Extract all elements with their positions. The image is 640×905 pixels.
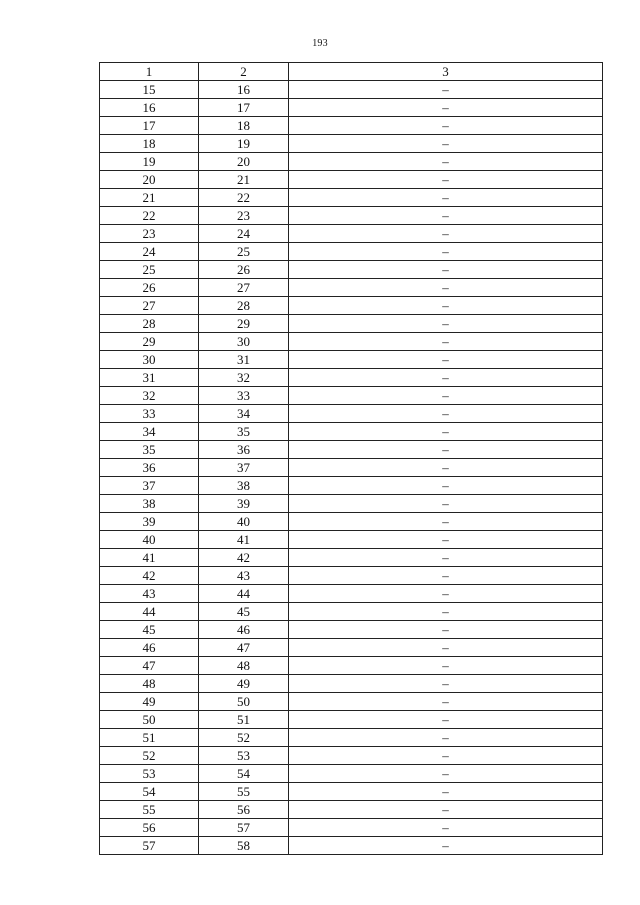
table-cell-col-2: 44 xyxy=(199,585,289,603)
table-cell-col-1: 55 xyxy=(100,801,199,819)
table-row xyxy=(100,495,603,513)
table-cell-col-1: 25 xyxy=(100,261,199,279)
table-cell-col-2: 22 xyxy=(199,189,289,207)
table-row xyxy=(100,441,603,459)
table-row xyxy=(100,783,603,801)
table-cell-col-3: – xyxy=(289,459,603,477)
table-cell-col-1: 52 xyxy=(100,747,199,765)
table-row xyxy=(100,315,603,333)
table-cell-col-3: – xyxy=(289,225,603,243)
table-cell-col-3: – xyxy=(289,837,603,855)
table-cell-col-3: – xyxy=(289,441,603,459)
table-cell-col-1: 37 xyxy=(100,477,199,495)
header-cell-col-3: 3 xyxy=(289,63,603,81)
table-row xyxy=(100,261,603,279)
table-cell-col-2: 25 xyxy=(199,243,289,261)
table-cell-col-2: 26 xyxy=(199,261,289,279)
table-cell-col-1: 22 xyxy=(100,207,199,225)
table-cell-col-1: 45 xyxy=(100,621,199,639)
table-row xyxy=(100,207,603,225)
table-cell-col-2: 17 xyxy=(199,99,289,117)
table-cell-col-1: 15 xyxy=(100,81,199,99)
table-cell-col-1: 36 xyxy=(100,459,199,477)
table-row xyxy=(100,639,603,657)
table-row xyxy=(100,801,603,819)
table-cell-col-1: 23 xyxy=(100,225,199,243)
table-cell-col-3: – xyxy=(289,117,603,135)
table-cell-col-1: 49 xyxy=(100,693,199,711)
table-cell-col-2: 42 xyxy=(199,549,289,567)
table-cell-col-1: 27 xyxy=(100,297,199,315)
table-cell-col-1: 57 xyxy=(100,837,199,855)
table-cell-col-3: – xyxy=(289,189,603,207)
table-cell-col-1: 53 xyxy=(100,765,199,783)
table-row xyxy=(100,657,603,675)
table-cell-col-2: 19 xyxy=(199,135,289,153)
table-cell-col-1: 44 xyxy=(100,603,199,621)
table-row xyxy=(100,729,603,747)
table-cell-col-2: 52 xyxy=(199,729,289,747)
table-body xyxy=(100,81,603,855)
table-cell-col-1: 24 xyxy=(100,243,199,261)
table-cell-col-2: 54 xyxy=(199,765,289,783)
table-cell-col-1: 54 xyxy=(100,783,199,801)
table-row xyxy=(100,765,603,783)
table-row xyxy=(100,531,603,549)
table-cell-col-1: 40 xyxy=(100,531,199,549)
table-cell-col-3: – xyxy=(289,387,603,405)
table-cell-col-3: – xyxy=(289,135,603,153)
table-row xyxy=(100,99,603,117)
table-cell-col-3: – xyxy=(289,153,603,171)
table-cell-col-2: 21 xyxy=(199,171,289,189)
table-cell-col-1: 21 xyxy=(100,189,199,207)
table-cell-col-2: 28 xyxy=(199,297,289,315)
table-cell-col-1: 28 xyxy=(100,315,199,333)
table-cell-col-2: 23 xyxy=(199,207,289,225)
table-cell-col-1: 51 xyxy=(100,729,199,747)
table-cell-col-2: 53 xyxy=(199,747,289,765)
table-cell-col-2: 46 xyxy=(199,621,289,639)
table-cell-col-2: 20 xyxy=(199,153,289,171)
table-cell-col-1: 47 xyxy=(100,657,199,675)
table-cell-col-1: 41 xyxy=(100,549,199,567)
table-cell-col-2: 38 xyxy=(199,477,289,495)
table-row xyxy=(100,117,603,135)
table-cell-col-2: 58 xyxy=(199,837,289,855)
header-row xyxy=(100,63,603,81)
table-row xyxy=(100,225,603,243)
table-cell-col-2: 35 xyxy=(199,423,289,441)
table-cell-col-2: 45 xyxy=(199,603,289,621)
table-cell-col-2: 30 xyxy=(199,333,289,351)
table-row xyxy=(100,621,603,639)
table-cell-col-2: 29 xyxy=(199,315,289,333)
table-cell-col-3: – xyxy=(289,747,603,765)
table-cell-col-3: – xyxy=(289,675,603,693)
table-cell-col-2: 31 xyxy=(199,351,289,369)
table-cell-col-1: 43 xyxy=(100,585,199,603)
table-cell-col-1: 20 xyxy=(100,171,199,189)
table-cell-col-3: – xyxy=(289,621,603,639)
table-cell-col-1: 18 xyxy=(100,135,199,153)
table-cell-col-3: – xyxy=(289,585,603,603)
table-cell-col-3: – xyxy=(289,315,603,333)
table-cell-col-2: 50 xyxy=(199,693,289,711)
table-row xyxy=(100,459,603,477)
table-cell-col-3: – xyxy=(289,819,603,837)
table-cell-col-3: – xyxy=(289,513,603,531)
table-cell-col-1: 50 xyxy=(100,711,199,729)
table-row xyxy=(100,747,603,765)
table-row xyxy=(100,549,603,567)
table-row xyxy=(100,585,603,603)
table-cell-col-3: – xyxy=(289,423,603,441)
table-cell-col-1: 33 xyxy=(100,405,199,423)
table-cell-col-2: 47 xyxy=(199,639,289,657)
table-row xyxy=(100,693,603,711)
table-cell-col-2: 16 xyxy=(199,81,289,99)
table-cell-col-2: 36 xyxy=(199,441,289,459)
table-cell-col-1: 19 xyxy=(100,153,199,171)
table-cell-col-2: 27 xyxy=(199,279,289,297)
table-cell-col-3: – xyxy=(289,171,603,189)
table-row xyxy=(100,189,603,207)
table-cell-col-2: 32 xyxy=(199,369,289,387)
table-cell-col-2: 24 xyxy=(199,225,289,243)
table-cell-col-1: 34 xyxy=(100,423,199,441)
page-number: 193 xyxy=(312,38,328,49)
table-cell-col-3: – xyxy=(289,405,603,423)
table-cell-col-3: – xyxy=(289,567,603,585)
table-cell-col-2: 57 xyxy=(199,819,289,837)
table-cell-col-2: 51 xyxy=(199,711,289,729)
table-cell-col-2: 49 xyxy=(199,675,289,693)
table-row xyxy=(100,171,603,189)
table-cell-col-3: – xyxy=(289,279,603,297)
table-cell-col-3: – xyxy=(289,801,603,819)
table-cell-col-3: – xyxy=(289,369,603,387)
table-row xyxy=(100,351,603,369)
table-cell-col-2: 43 xyxy=(199,567,289,585)
table-cell-col-2: 39 xyxy=(199,495,289,513)
table-cell-col-3: – xyxy=(289,603,603,621)
table-cell-col-3: – xyxy=(289,261,603,279)
table-row xyxy=(100,81,603,99)
table-cell-col-2: 55 xyxy=(199,783,289,801)
table-cell-col-3: – xyxy=(289,297,603,315)
table-cell-col-2: 33 xyxy=(199,387,289,405)
table-cell-col-3: – xyxy=(289,333,603,351)
table-cell-col-3: – xyxy=(289,693,603,711)
table-cell-col-1: 29 xyxy=(100,333,199,351)
table-cell-col-3: – xyxy=(289,531,603,549)
table-cell-col-1: 30 xyxy=(100,351,199,369)
table-cell-col-3: – xyxy=(289,639,603,657)
table-cell-col-1: 39 xyxy=(100,513,199,531)
table-cell-col-3: – xyxy=(289,549,603,567)
table-row xyxy=(100,837,603,855)
table-cell-col-3: – xyxy=(289,657,603,675)
table-cell-col-1: 17 xyxy=(100,117,199,135)
table-cell-col-3: – xyxy=(289,783,603,801)
table-cell-col-2: 37 xyxy=(199,459,289,477)
table-row xyxy=(100,333,603,351)
table-row xyxy=(100,279,603,297)
table-cell-col-1: 26 xyxy=(100,279,199,297)
table-row xyxy=(100,567,603,585)
table-cell-col-2: 41 xyxy=(199,531,289,549)
table-cell-col-2: 48 xyxy=(199,657,289,675)
header-cell-col-2: 2 xyxy=(199,63,289,81)
table-row xyxy=(100,819,603,837)
table-cell-col-3: – xyxy=(289,207,603,225)
table-row xyxy=(100,387,603,405)
table-cell-col-2: 34 xyxy=(199,405,289,423)
table-cell-col-2: 18 xyxy=(199,117,289,135)
table-row xyxy=(100,711,603,729)
table-cell-col-3: – xyxy=(289,711,603,729)
table-cell-col-1: 38 xyxy=(100,495,199,513)
table-row xyxy=(100,243,603,261)
table-cell-col-3: – xyxy=(289,495,603,513)
table-row xyxy=(100,369,603,387)
table-cell-col-3: – xyxy=(289,81,603,99)
table-cell-col-3: – xyxy=(289,729,603,747)
table-cell-col-1: 56 xyxy=(100,819,199,837)
table-cell-col-1: 35 xyxy=(100,441,199,459)
table-row xyxy=(100,513,603,531)
table-row xyxy=(100,477,603,495)
table-cell-col-2: 40 xyxy=(199,513,289,531)
table-cell-col-1: 32 xyxy=(100,387,199,405)
table-row xyxy=(100,135,603,153)
table-row xyxy=(100,675,603,693)
table-cell-col-1: 48 xyxy=(100,675,199,693)
table-cell-col-1: 31 xyxy=(100,369,199,387)
table-row xyxy=(100,405,603,423)
table-cell-col-3: – xyxy=(289,765,603,783)
table-cell-col-3: – xyxy=(289,99,603,117)
table-row xyxy=(100,153,603,171)
table-row xyxy=(100,603,603,621)
table-cell-col-3: – xyxy=(289,351,603,369)
header-cell-col-1: 1 xyxy=(100,63,199,81)
data-table xyxy=(99,62,603,855)
table-cell-col-1: 16 xyxy=(100,99,199,117)
table-cell-col-3: – xyxy=(289,243,603,261)
table-cell-col-1: 42 xyxy=(100,567,199,585)
table-cell-col-1: 46 xyxy=(100,639,199,657)
table-cell-col-2: 56 xyxy=(199,801,289,819)
table-row xyxy=(100,297,603,315)
table-header xyxy=(100,63,603,81)
table-row xyxy=(100,423,603,441)
table-cell-col-3: – xyxy=(289,477,603,495)
